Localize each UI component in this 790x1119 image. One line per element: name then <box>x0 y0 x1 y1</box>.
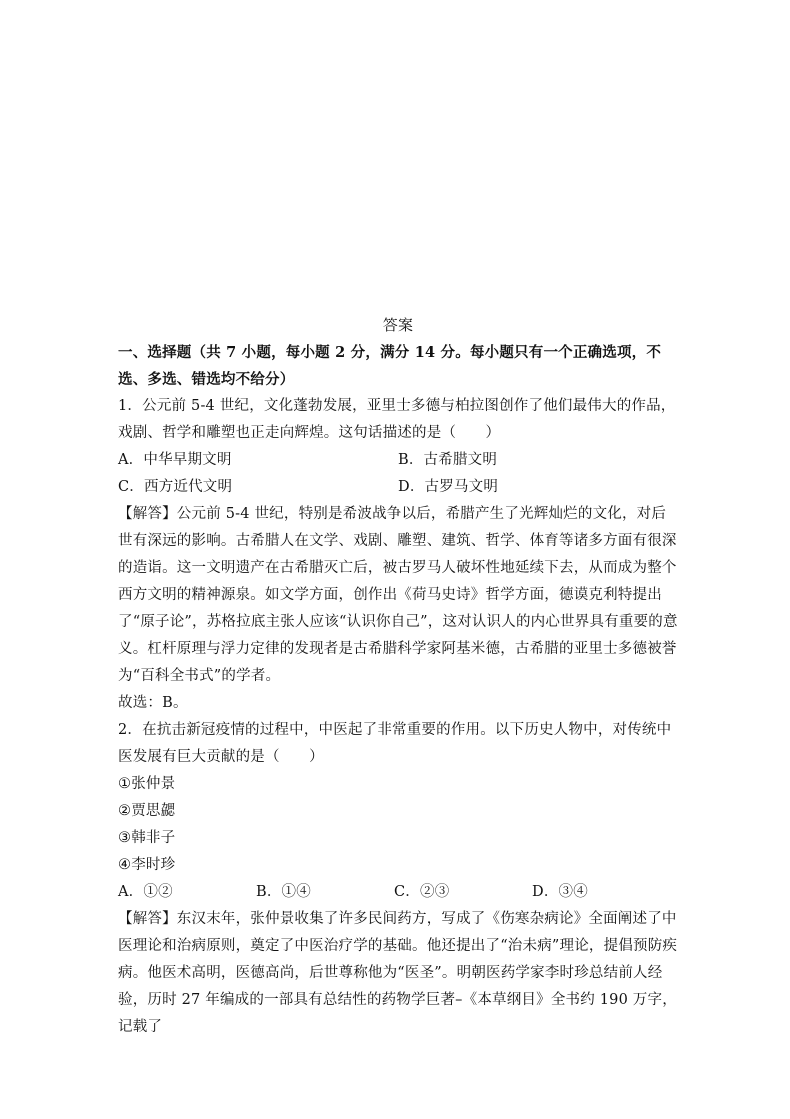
question-1-options-row-2 <box>118 474 678 501</box>
question-1-answer: 故选：B。 <box>118 695 188 711</box>
question-2-options-row <box>118 879 678 906</box>
question-2-option-d: D．③④ <box>532 884 588 900</box>
question-1-option-a: A．中华早期文明 <box>118 452 232 468</box>
question-2-stem: 2．在抗击新冠疫情的过程中，中医起了非常重要的作用。以下历史人物中，对传统中医发展有巨大贡献的是（ ） <box>118 722 672 765</box>
question-2-item-4: ④李时珍 <box>118 857 176 873</box>
question-1-options-row-1 <box>118 447 678 474</box>
question-2-item-1: ①张仲景 <box>118 776 176 792</box>
question-2-item-3: ③韩非子 <box>118 830 176 846</box>
question-1-option-d: D．古罗马文明 <box>398 479 499 495</box>
answer-content <box>118 312 678 1041</box>
question-1-analysis: 【解答】公元前 5-4 世纪，特别是希波战争以后，希腊产生了光辉灿烂的文化，对后世有深远的影响。古希腊人在文学、戏剧、雕塑、建筑、哲学、体育等诸多方面有很深的造诣。这一文明遗产在古希腊灭亡后，被古罗马人破坏性地延续下去，从而成为整个西方文明的精神源泉。如文学方面，创作出《荷马史诗》哲学方面，德谟克利特提出了“原子论”，苏格拉底主张人应该“认识你自己”，这对认识人的内心世界具有重要的意义。杠杆原理与浮力定律的发现者是古希腊科学家阿基米德，古希腊的亚里士多德被誉为“百科全书式”的学者。 <box>118 506 678 684</box>
page-title: 答案 <box>382 316 414 334</box>
question-2-option-c: C．②③ <box>394 884 450 900</box>
question-2-option-b: B．①④ <box>256 884 311 900</box>
section-heading-choice: 一、选择题（共 7 小题，每小题 2 分，满分 14 分。每小题只有一个正确选项，不选、多选、错选均不给分） <box>118 344 662 388</box>
question-1-option-b: B．古希腊文明 <box>398 452 498 468</box>
question-2-analysis: 【解答】东汉末年，张仲景收集了许多民间药方，写成了《伤寒杂病论》全面阐述了中医理论和治病原则，奠定了中医治疗学的基础。他还提出了“治未病”理论，提倡预防疾病。他医术高明，医德高尚，后世尊称他为“医圣”。明朝医药学家李时珍总结前人经验，历时 27 年编成的一部具有总结性的药物学巨著–《本草纲目》全书约 190 万字，记载了 <box>118 911 678 1035</box>
question-1-stem: 1．公元前 5-4 世纪，文化蓬勃发展，亚里士多德与柏拉图创作了他们最伟大的作品，戏剧、哲学和雕塑也正走向辉煌。这句话描述的是（ ） <box>118 398 676 441</box>
question-2-item-2: ②贾思勰 <box>118 803 176 819</box>
question-2-option-a: A．①② <box>118 884 173 900</box>
question-1-option-c: C．西方近代文明 <box>118 479 233 495</box>
